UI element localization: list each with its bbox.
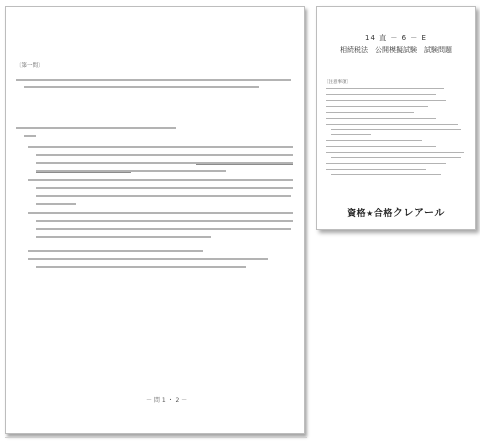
text-line [36, 187, 293, 189]
notice-heading: 〔注意事項〕 [324, 80, 351, 85]
underlined-text-line [36, 170, 131, 173]
notice-line [326, 163, 446, 164]
notice-line [331, 129, 461, 130]
exam-code: 14 直 － 6 － E [365, 34, 427, 42]
text-line [36, 162, 196, 164]
text-line [36, 154, 293, 156]
notice-line [326, 152, 464, 153]
text-line [16, 79, 291, 81]
text-line [24, 135, 36, 137]
text-line [28, 179, 293, 181]
footer-divider [5, 437, 307, 438]
text-line [28, 258, 268, 260]
page-number: － 問 1 ・ 2 － [146, 397, 188, 404]
star-icon: ★ [366, 209, 374, 218]
text-line [24, 86, 259, 88]
text-line [131, 170, 226, 172]
text-line [36, 228, 291, 230]
notice-line [331, 174, 441, 175]
underlined-text-line [196, 162, 293, 165]
notice-line [331, 134, 371, 135]
notice-line [326, 100, 446, 101]
section-label: 〔第一問〕 [16, 63, 44, 69]
notice-line [331, 157, 461, 158]
exam-question-page [5, 6, 305, 434]
logo-text-shikaku: 資格 [347, 209, 367, 219]
text-line [28, 250, 203, 252]
notice-line [326, 169, 426, 170]
notice-line [326, 118, 436, 119]
notice-line [326, 94, 436, 95]
notice-line [326, 112, 414, 113]
text-line [16, 127, 176, 129]
text-line [36, 203, 76, 205]
notice-line [326, 140, 422, 141]
notice-line [326, 146, 436, 147]
text-line [36, 236, 211, 238]
text-line [28, 146, 293, 148]
logo-text-goukaku: 合格 [373, 209, 393, 219]
text-line [28, 212, 293, 214]
exam-title: 相続税法 公開模擬試験 試験問題 [340, 46, 452, 54]
exam-cover-page [316, 6, 476, 230]
notice-line [326, 124, 458, 125]
text-line [36, 220, 293, 222]
publisher-logo [317, 204, 475, 219]
logo-text-brand: クレアール [392, 208, 445, 219]
notice-line [326, 106, 428, 107]
text-line [36, 266, 246, 268]
notice-line [326, 88, 444, 89]
text-line [36, 195, 291, 197]
